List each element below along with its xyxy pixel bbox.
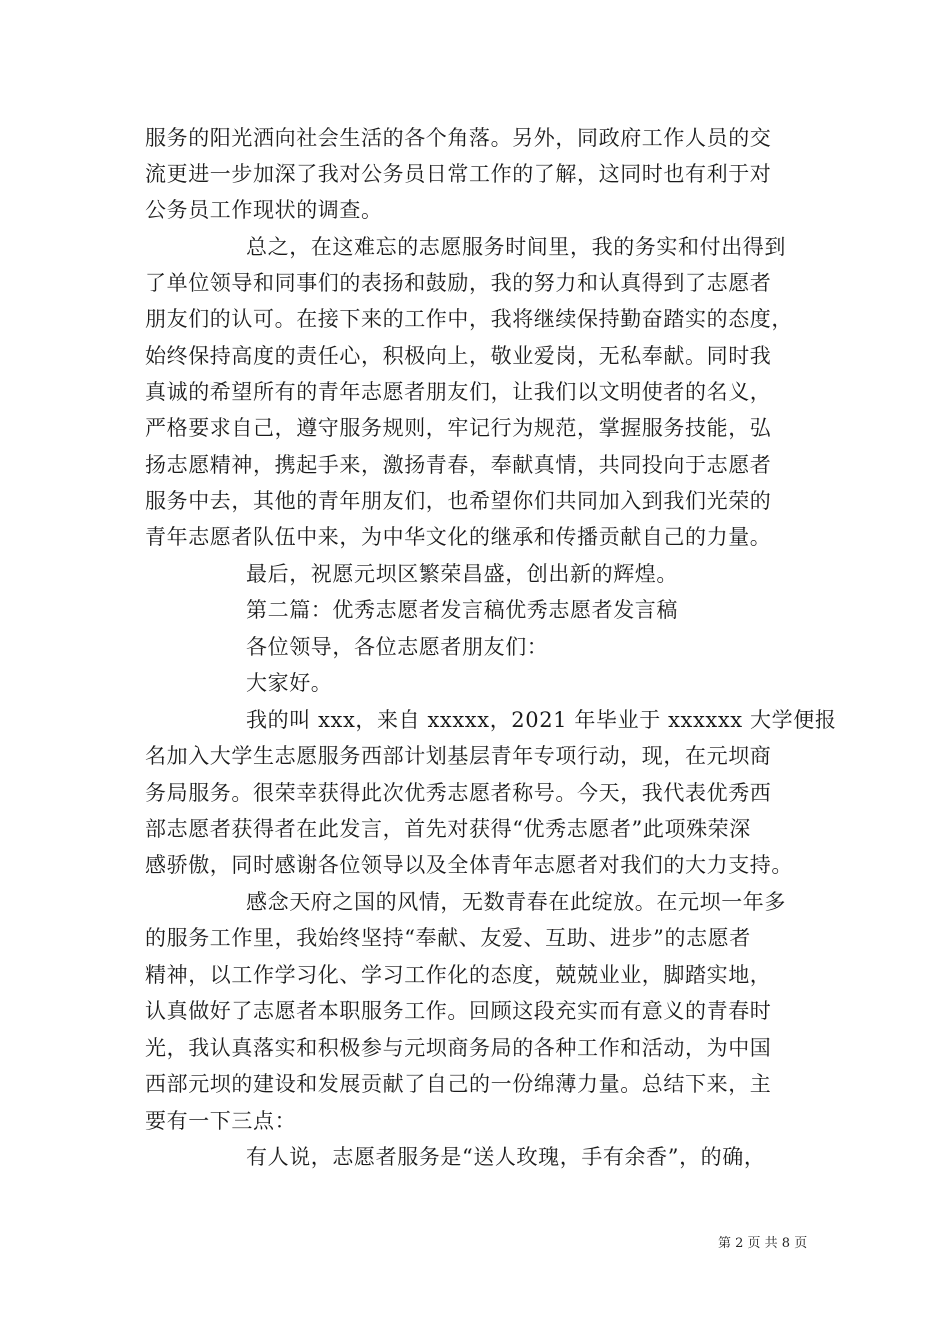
greeting: 大家好。 bbox=[246, 671, 333, 695]
body-text-line: 部志愿者获得者在此发言，首先对获得“优秀志愿者”此项殊荣深 bbox=[145, 817, 751, 841]
body-text-line: 要有一下三点： bbox=[145, 1109, 297, 1133]
body-text-line: 扬志愿精神，携起手来，激扬青春，奉献真情，共同投向于志愿者 bbox=[145, 453, 772, 477]
paragraph-first-line: 我的叫 xxx，来自 xxxxx，2021 年毕业于 xxxxxx 大学便报 bbox=[246, 708, 837, 732]
body-text-line: 感骄傲，同时感谢各位领导以及全体青年志愿者对我们的大力支持。 bbox=[145, 853, 793, 877]
page-number-footer: 第 2 页 共 8 页 bbox=[718, 1236, 808, 1251]
body-text-line: 流更进一步加深了我对公务员日常工作的了解，这同时也有利于对 bbox=[145, 162, 772, 186]
body-text-line: 精神，以工作学习化、学习工作化的态度，兢兢业业，脚踏实地， bbox=[145, 963, 772, 987]
body-text-line: 服务的阳光洒向社会生活的各个角落。另外，同政府工作人员的交 bbox=[145, 126, 772, 150]
body-text-line: 名加入大学生志愿服务西部计划基层青年专项行动，现，在元坝商 bbox=[145, 744, 772, 768]
body-text-line: 始终保持高度的责任心，积极向上，敬业爱岗，无私奉献。同时我 bbox=[145, 344, 772, 368]
body-text-line: 严格要求自己，遵守服务规则，牢记行为规范，掌握服务技能，弘 bbox=[145, 416, 772, 440]
body-text-line: 朋友们的认可。在接下来的工作中，我将继续保持勤奋踏实的态度， bbox=[145, 307, 793, 331]
body-text-line: 服务中去，其他的青年朋友们，也希望你们共同加入到我们光荣的 bbox=[145, 489, 772, 513]
paragraph-first-line: 总之，在这难忘的志愿服务时间里，我的务实和付出得到 bbox=[246, 235, 786, 259]
body-text-line: 公务员工作现状的调查。 bbox=[145, 198, 383, 222]
body-text-line: 了单位领导和同事们的表扬和鼓励，我的努力和认真得到了志愿者 bbox=[145, 271, 772, 295]
body-text-line: 务局服务。很荣幸获得此次优秀志愿者称号。今天，我代表优秀西 bbox=[145, 781, 772, 805]
paragraph-first-line: 最后，祝愿元坝区繁荣昌盛，创出新的辉煌。 bbox=[246, 562, 678, 586]
salutation: 各位领导，各位志愿者朋友们： bbox=[246, 635, 549, 659]
body-text-line: 西部元坝的建设和发展贡献了自己的一份绵薄力量。总结下来，主 bbox=[145, 1072, 772, 1096]
body-text-line: 认真做好了志愿者本职服务工作。回顾这段充实而有意义的青春时 bbox=[145, 999, 772, 1023]
paragraph-first-line: 感念天府之国的风情，无数青春在此绽放。在元坝一年多 bbox=[246, 890, 786, 914]
body-text-line: 青年志愿者队伍中来，为中华文化的继承和传播贡献自己的力量。 bbox=[145, 525, 772, 549]
section-heading: 第二篇：优秀志愿者发言稿优秀志愿者发言稿 bbox=[246, 598, 678, 622]
paragraph-first-line: 有人说，志愿者服务是“送人玫瑰，手有余香”，的确， bbox=[246, 1145, 766, 1169]
body-text-line: 真诚的希望所有的青年志愿者朋友们，让我们以文明使者的名义， bbox=[145, 380, 772, 404]
body-text-line: 的服务工作里，我始终坚持“奉献、友爱、互助、进步”的志愿者 bbox=[145, 926, 751, 950]
body-text-line: 光，我认真落实和积极参与元坝商务局的各种工作和活动，为中国 bbox=[145, 1036, 772, 1060]
